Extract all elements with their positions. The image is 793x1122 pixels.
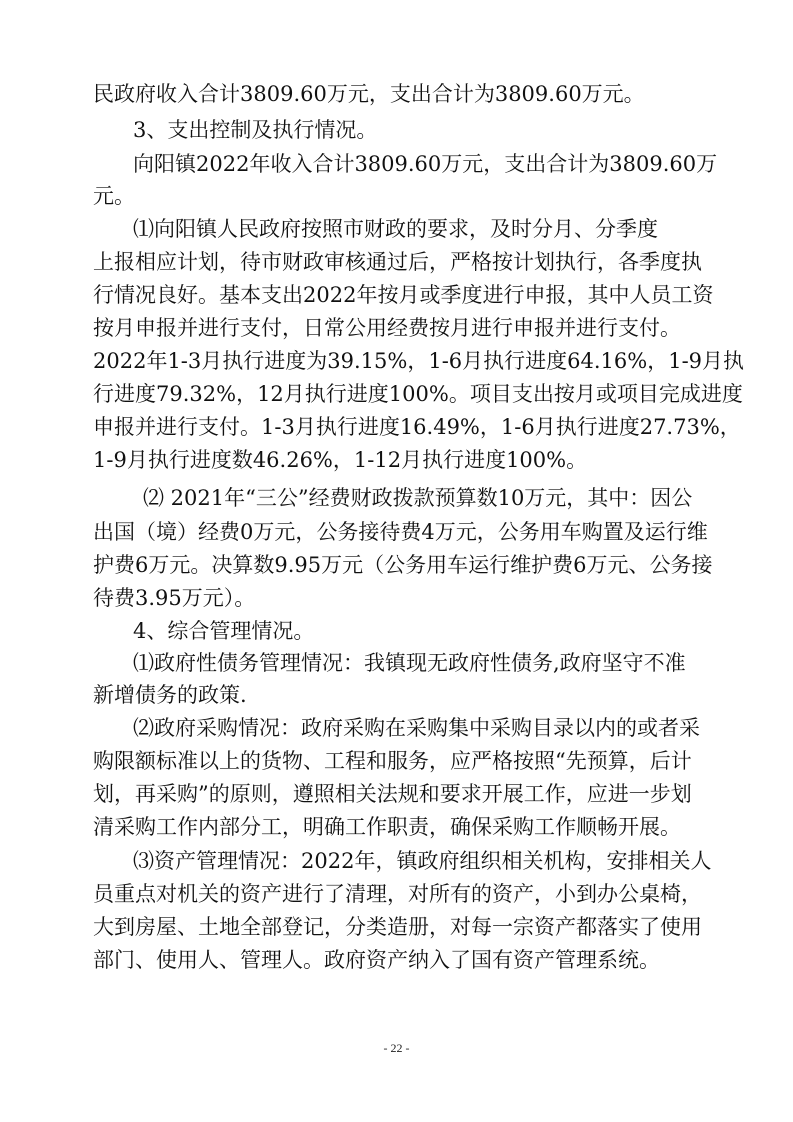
text-line-9: 2022年1-3月执行进度为39.15%，1-6月执行进度64.16%，1-9月执 (93, 349, 745, 373)
text-line-1: 民政府收入合计3809.60万元，支出合计为3809.60万元。 (93, 82, 645, 106)
text-line-20: ⑵政府采购情况：政府采购在采购集中采购目录以内的或者采 (133, 716, 700, 740)
text-line-10: 行进度79.32%，12月执行进度100%。项目支出按月或项目完成进度 (93, 382, 743, 406)
text-line-25: 员重点对机关的资产进行了清理，对所有的资产，小到办公桌椅， (93, 882, 702, 906)
text-line-18: ⑴政府性债务管理情况：我镇现无政府性债务,政府坚守不准 (133, 651, 686, 675)
text-line-23: 清采购工作内部分工，明确工作职责，确保采购工作顺畅开展。 (93, 815, 681, 839)
text-line-14: 出国（境）经费0万元，公务接待费4万元，公务用车购置及运行维 (93, 520, 708, 544)
text-line-4: 元。 (93, 184, 135, 208)
text-line-21: 购限额标准以上的货物、工程和服务，应严格按照“先预算，后计 (93, 749, 692, 773)
text-line-27: 部门、使用人、管理人。政府资产纳入了国有资产管理系统。 (93, 948, 660, 972)
text-line-3: 向阳镇2022年收入合计3809.60万元，支出合计为3809.60万 (133, 152, 718, 176)
section-heading-3: 3、支出控制及执行情况。 (133, 118, 378, 142)
text-line-5: ⑴向阳镇人民政府按照市财政的要求，及时分月、分季度 (133, 217, 658, 241)
text-line-22: 划，再采购”的原则，遵照相关法规和要求开展工作，应进一步划 (93, 782, 692, 806)
text-line-19: 新增债务的政策. (93, 683, 247, 707)
text-line-15: 护费6万元。决算数9.95万元（公务用车运行维护费6万元、公务接 (93, 553, 713, 577)
text-line-11: 申报并进行支付。1-3月执行进度16.49%，1-6月执行进度27.73%， (93, 415, 741, 439)
page-number: - 22 - (383, 1041, 410, 1055)
text-line-7: 行情况良好。基本支出2022年按月或季度进行申报，其中人员工资 (93, 283, 714, 307)
text-line-8: 按月申报并进行支付，日常公用经费按月进行申报并进行支付。 (93, 316, 681, 340)
text-line-24: ⑶资产管理情况：2022年，镇政府组织相关机构，安排相关人 (133, 849, 712, 873)
text-line-26: 大到房屋、土地全部登记，分类造册，对每一宗资产都落实了使用 (93, 915, 702, 939)
text-line-6: 上报相应计划，待市财政审核通过后，严格按计划执行，各季度执 (93, 250, 702, 274)
section-heading-4: 4、综合管理情况。 (133, 619, 315, 643)
text-line-16: 待费3.95万元）。 (93, 586, 256, 610)
text-line-12: 1-9月执行进度数46.26%，1-12月执行进度100%。 (93, 448, 588, 472)
text-line-13: ⑵ 2021年“三公”经费财政拨款预算数10万元，其中：因公 (143, 486, 693, 510)
